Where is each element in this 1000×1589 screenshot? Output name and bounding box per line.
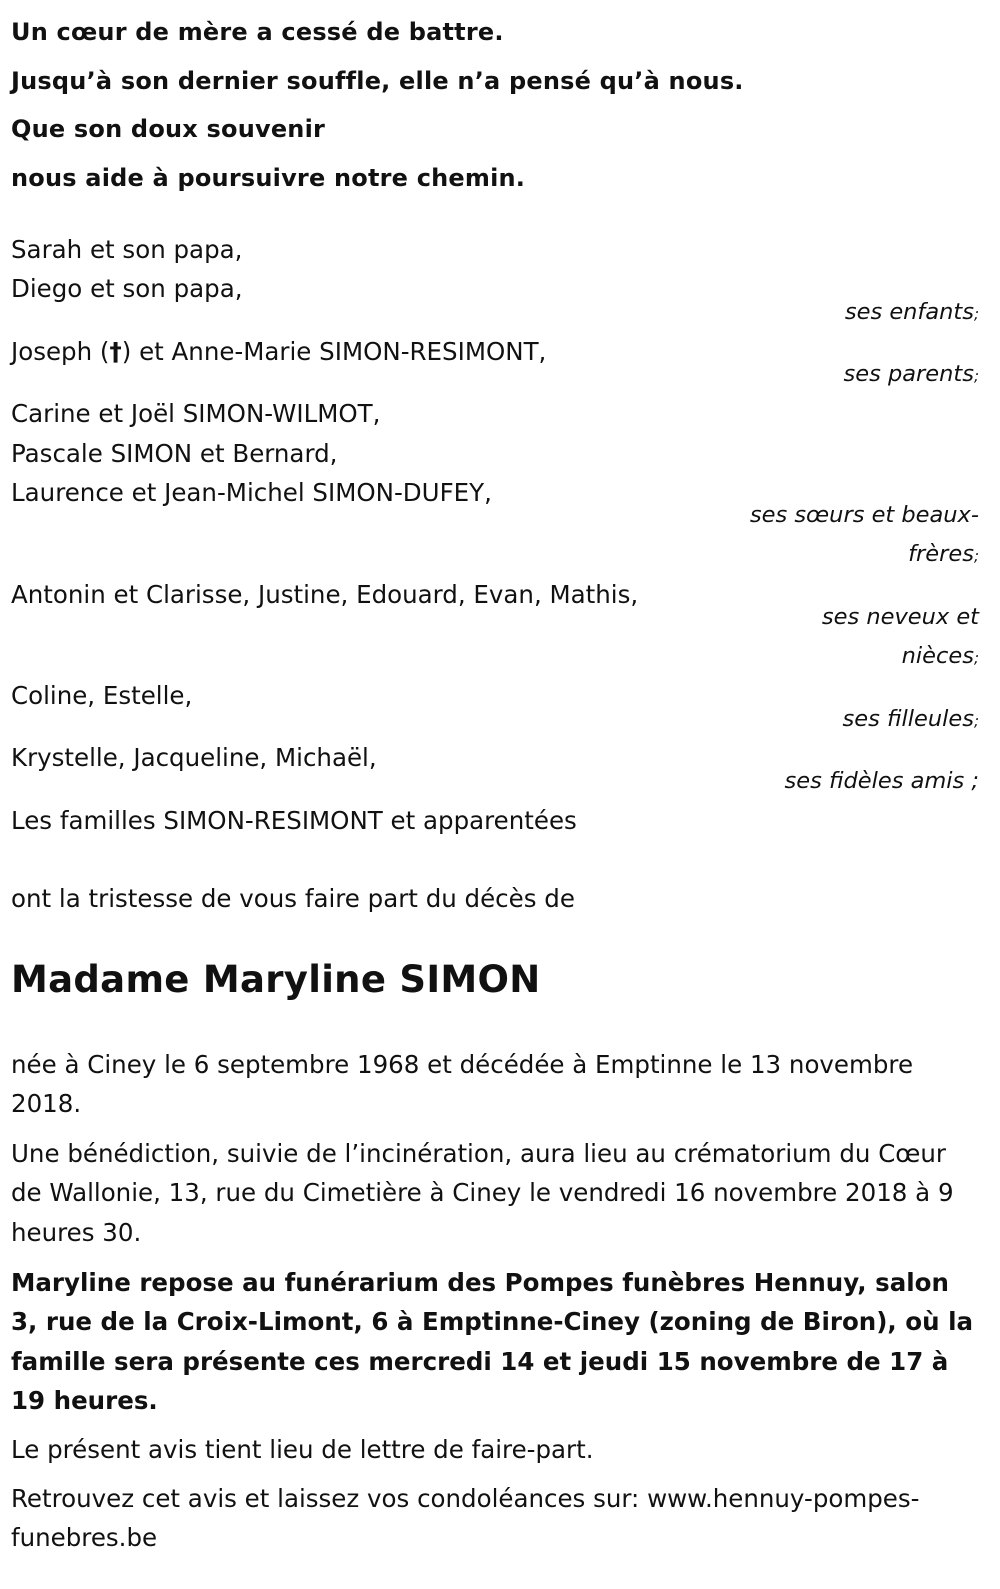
- poem-line: Un cœur de mère a cessé de battre.: [11, 18, 504, 46]
- sibling-name: Carine et Joël SIMON-WILMOT,: [11, 399, 381, 428]
- extended-families: Les familles SIMON-RESIMONT et apparentées: [11, 806, 577, 835]
- opening-poem: [11, 8, 744, 202]
- poem-line: nous aide à poursuivre notre chemin.: [11, 163, 526, 192]
- role-siblings: ses sœurs et beaux-: [749, 502, 979, 528]
- role-friends: ses fidèles amis ;: [784, 768, 979, 794]
- role-nephews: ses neveux et: [821, 604, 979, 630]
- condolences-paragraph: Retrouvez cet avis et laissez vos condoléances sur: www.hennuy-pompes-funebres.be: [11, 1484, 920, 1553]
- ceremony-paragraph: Une bénédiction, suivie de l’incinération, aura lieu au crématorium du Cœur de Wallonie, 13, rue du Cimetière à Ciney le vendredi 16 novembre 2018 à 9 heures 30.: [11, 1139, 954, 1247]
- children-name: Sarah et son papa,: [11, 235, 243, 264]
- role-nephews-cont: nièces;: [901, 643, 979, 669]
- birth-death-paragraph: née à Ciney le 6 septembre 1968 et décédée à Emptinne le 13 novembre 2018.: [11, 1050, 914, 1119]
- notice-paragraph: Le présent avis tient lieu de lettre de faire-part.: [11, 1435, 594, 1464]
- poem-line: Que son doux souvenir: [11, 115, 326, 143]
- announcement-intro: ont la tristesse de vous faire part du décès de: [11, 884, 575, 913]
- sibling-name: Laurence et Jean-Michel SIMON-DUFEY,: [11, 478, 492, 507]
- friends-names: Krystelle, Jacqueline, Michaël,: [11, 743, 377, 772]
- goddaughters-names: Coline, Estelle,: [11, 681, 193, 710]
- nephews-names: Antonin et Clarisse, Justine, Edouard, Evan, Mathis,: [11, 580, 639, 609]
- role-children: ses enfants;: [844, 299, 979, 325]
- sibling-name: Pascale SIMON et Bernard,: [11, 439, 338, 468]
- parents-name: Joseph (†) et Anne-Marie SIMON-RESIMONT,: [11, 337, 547, 366]
- role-parents: ses parents;: [843, 361, 979, 387]
- visitation-paragraph: Maryline repose au funérarium des Pompes funèbres Hennuy, salon 3, rue de la Croix-Limont, 6 à Emptinne-Ciney (zoning de Biron), où la famille sera présente ces mercredi 14 et jeudi 15 novembre de 17 à 19 heures.: [11, 1268, 973, 1415]
- children-name: Diego et son papa,: [11, 274, 243, 303]
- role-goddaughters: ses filleules;: [842, 706, 979, 732]
- poem-line: Jusqu’à son dernier souffle, elle n’a pensé qu’à nous.: [11, 66, 744, 95]
- dagger-icon: †: [109, 337, 122, 366]
- deceased-name: Madame Maryline SIMON: [11, 958, 541, 1001]
- role-siblings-cont: frères;: [908, 541, 979, 567]
